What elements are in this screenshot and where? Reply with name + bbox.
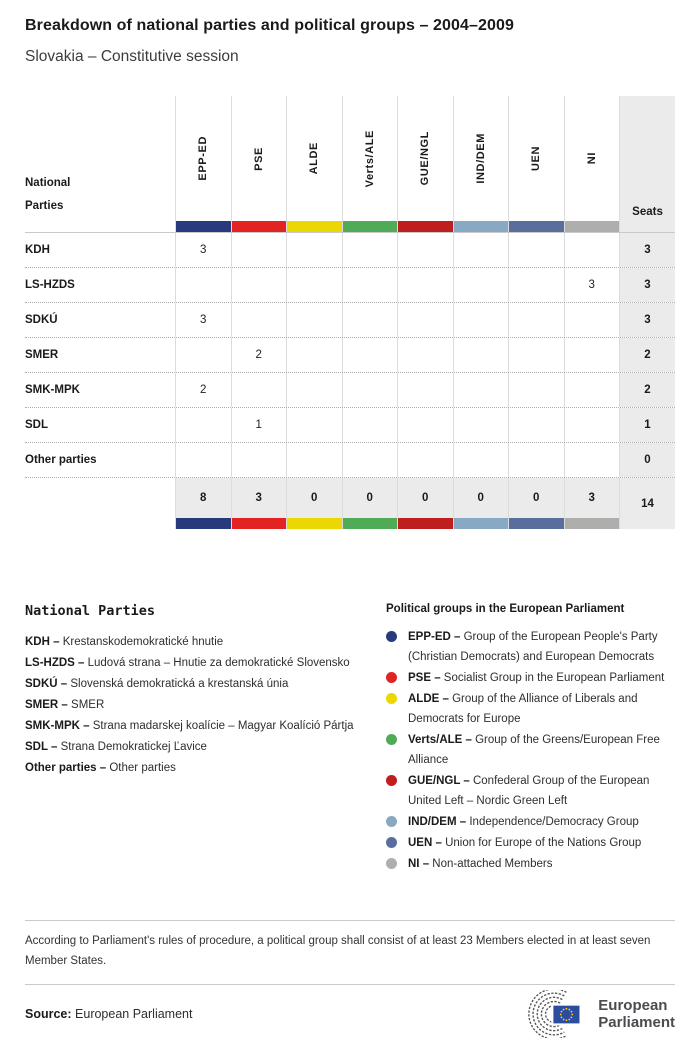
value-cell: 2 — [175, 373, 231, 407]
total-cell — [175, 478, 231, 529]
value-cell — [453, 408, 509, 442]
group-legend-item: EPP-ED – Group of the European People's Party (Christian Democrats) and European Democrats — [386, 627, 675, 667]
party-legend-item: SDL – Strana Demokratickej Ľavice — [25, 741, 207, 753]
value-cell — [397, 338, 453, 372]
eu-star — [566, 1019, 568, 1021]
group-legend-label: IND/DEM – — [408, 816, 467, 828]
group-name: EPP-ED — [197, 136, 210, 181]
group-column-header — [453, 96, 509, 232]
group-legend-label: NI – — [408, 858, 430, 870]
group-color-bar — [398, 221, 453, 232]
group-name: UEN — [530, 145, 543, 172]
value-cell — [564, 233, 620, 267]
group-column-header — [564, 96, 620, 232]
value-cell — [453, 338, 509, 372]
group-color-bar — [232, 518, 287, 529]
value-cell — [231, 443, 287, 477]
footer — [25, 990, 675, 1038]
value-cell — [397, 443, 453, 477]
eu-star — [569, 1019, 571, 1021]
political-groups-legend-items — [386, 627, 675, 874]
group-color-dot — [386, 693, 397, 704]
value-cell — [397, 408, 453, 442]
national-parties-legend-items — [25, 632, 386, 779]
group-name: PSE — [252, 146, 265, 171]
party-legend-item: SMER – SMER — [25, 699, 105, 711]
value-cell — [564, 443, 620, 477]
group-color-bar — [176, 518, 231, 529]
group-legend-label: UEN – — [408, 837, 442, 849]
total-value: 0 — [454, 478, 509, 518]
group-column-header — [397, 96, 453, 232]
group-name: GUE/NGL — [419, 131, 432, 186]
value-cell — [508, 233, 564, 267]
seats-cell: 2 — [619, 338, 675, 372]
group-color-bar — [176, 221, 231, 232]
total-cell — [564, 478, 620, 529]
party-row-label: LS-HZDS — [25, 279, 75, 291]
total-seats-cell: 14 — [619, 478, 675, 529]
value-cell — [286, 268, 342, 302]
party-legend-label: SDKÚ – — [25, 678, 68, 690]
party-legend-label: SMER – — [25, 699, 68, 711]
source-line — [25, 1007, 192, 1021]
value-cell — [564, 303, 620, 337]
value-cell — [342, 408, 398, 442]
group-color-dot — [386, 816, 397, 827]
group-legend-item: IND/DEM – Independence/Democracy Group — [386, 812, 675, 832]
value-cell — [397, 373, 453, 407]
total-cell — [286, 478, 342, 529]
party-legend-item: SMK-MPK – Strana madarskej koalície – Magyar Koalíció Pártja — [25, 720, 354, 732]
group-column-header — [175, 96, 231, 232]
party-row-label: Other parties — [25, 454, 97, 466]
hemicycle-eu-flag-icon — [523, 990, 589, 1038]
table-row — [25, 232, 675, 267]
party-row-label: KDH — [25, 244, 50, 256]
value-cell — [508, 443, 564, 477]
group-column-header — [342, 96, 398, 232]
value-cell: 3 — [175, 233, 231, 267]
value-cell — [286, 303, 342, 337]
row-header-label — [25, 96, 175, 232]
row-header-line: Parties — [25, 200, 64, 212]
national-parties-legend — [25, 603, 386, 875]
value-cell — [453, 443, 509, 477]
value-cell — [175, 443, 231, 477]
eu-star — [566, 1008, 568, 1010]
value-cell — [175, 268, 231, 302]
eu-star — [569, 1009, 571, 1011]
value-cell — [564, 408, 620, 442]
group-name: NI — [585, 152, 598, 165]
value-cell — [342, 268, 398, 302]
value-cell — [286, 443, 342, 477]
group-color-dot — [386, 775, 397, 786]
party-row-label: SDL — [25, 419, 48, 431]
value-cell — [231, 373, 287, 407]
value-cell — [508, 408, 564, 442]
total-value: 8 — [176, 478, 231, 518]
table-row — [25, 442, 675, 477]
total-value: 0 — [509, 478, 564, 518]
value-cell — [453, 268, 509, 302]
legends-section — [25, 603, 675, 875]
eu-flag — [553, 1005, 581, 1025]
group-color-dot — [386, 672, 397, 683]
party-legend-item: KDH – Krestanskodemokratické hnutie — [25, 636, 224, 648]
value-cell — [342, 443, 398, 477]
seats-cell: 2 — [619, 373, 675, 407]
value-cell: 1 — [231, 408, 287, 442]
value-cell — [397, 268, 453, 302]
group-column-header — [286, 96, 342, 232]
table-row — [25, 267, 675, 302]
value-cell — [286, 408, 342, 442]
value-cell — [231, 268, 287, 302]
eu-star — [561, 1017, 563, 1019]
value-cell: 2 — [231, 338, 287, 372]
total-value: 3 — [232, 478, 287, 518]
value-cell — [175, 408, 231, 442]
group-legend-item: Verts/ALE – Group of the Greens/European Free Alliance — [386, 730, 675, 770]
value-cell — [342, 373, 398, 407]
group-color-bar — [509, 221, 564, 232]
group-color-dot — [386, 858, 397, 869]
group-column-header — [231, 96, 287, 232]
table-row — [25, 302, 675, 337]
page-subtitle: Slovakia – Constitutive session — [25, 48, 239, 65]
group-legend-item: NI – Non-attached Members — [386, 854, 675, 874]
group-name: Verts/ALE — [363, 129, 376, 188]
total-value: 3 — [565, 478, 620, 518]
group-legend-item: GUE/NGL – Confederal Group of the European United Left – Nordic Green Left — [386, 771, 675, 811]
divider-line — [25, 920, 675, 921]
value-cell — [453, 373, 509, 407]
value-cell — [286, 233, 342, 267]
eu-star — [571, 1011, 573, 1013]
total-cell — [231, 478, 287, 529]
group-legend-item: PSE – Socialist Group in the European Parliament — [386, 668, 675, 688]
group-color-dot — [386, 631, 397, 642]
logo-line2: Parliament — [598, 1014, 675, 1031]
seats-cell: 0 — [619, 443, 675, 477]
table-row — [25, 337, 675, 372]
group-color-bar — [343, 518, 398, 529]
eu-star — [560, 1014, 562, 1016]
party-legend-item: LS-HZDS – Ludová strana – Hnutie za demokratické Slovensko — [25, 657, 350, 669]
value-cell — [453, 303, 509, 337]
value-cell — [231, 303, 287, 337]
group-legend-label: ALDE – — [408, 693, 449, 705]
political-groups-legend — [386, 603, 675, 875]
group-legend-label: EPP-ED – — [408, 631, 461, 643]
party-legend-label: LS-HZDS – — [25, 657, 85, 669]
seats-cell: 3 — [619, 268, 675, 302]
group-legend-label: Verts/ALE – — [408, 734, 472, 746]
seats-cell: 3 — [619, 303, 675, 337]
eu-star — [572, 1014, 574, 1016]
seats-cell: 1 — [619, 408, 675, 442]
page — [25, 0, 675, 1038]
footnote: According to Parliament's rules of procedure, a political group shall consist of at least 23 Members elected in at least seven Member States. — [25, 935, 651, 967]
party-legend-item: SDKÚ – Slovenská demokratická a krestanská únia — [25, 678, 289, 690]
group-color-bar — [398, 518, 453, 529]
party-legend-label: KDH – — [25, 636, 60, 648]
party-row-label: SMK-MPK — [25, 384, 80, 396]
group-color-bar — [454, 221, 509, 232]
eu-star — [561, 1011, 563, 1013]
party-legend-item: Other parties – Other parties — [25, 762, 176, 774]
value-cell — [286, 373, 342, 407]
party-legend-label: SMK-MPK – — [25, 720, 90, 732]
value-cell — [508, 268, 564, 302]
table-header-row — [25, 96, 675, 232]
value-cell — [342, 338, 398, 372]
table-totals-row — [25, 477, 675, 529]
totals-empty-cell — [25, 478, 175, 529]
source-label: Source: — [25, 1007, 72, 1021]
value-cell — [175, 338, 231, 372]
value-cell — [397, 303, 453, 337]
page-title: Breakdown of national parties and political groups – 2004–2009 — [25, 17, 515, 34]
group-legend-label: GUE/NGL – — [408, 775, 470, 787]
value-cell — [286, 338, 342, 372]
party-legend-label: SDL – — [25, 741, 58, 753]
table-row — [25, 372, 675, 407]
logo-line1: European — [598, 997, 668, 1014]
value-cell — [231, 233, 287, 267]
group-column-header — [508, 96, 564, 232]
political-groups-legend-heading: Political groups in the European Parliament — [386, 603, 625, 615]
group-color-dot — [386, 837, 397, 848]
value-cell — [342, 303, 398, 337]
total-value: 0 — [343, 478, 398, 518]
eu-star — [563, 1019, 565, 1021]
seats-column-header: Seats — [619, 96, 675, 232]
group-color-bar — [287, 221, 342, 232]
value-cell — [397, 233, 453, 267]
european-parliament-logo — [523, 990, 675, 1038]
group-color-dot — [386, 734, 397, 745]
total-cell — [397, 478, 453, 529]
group-color-bar — [287, 518, 342, 529]
group-name: IND/DEM — [474, 133, 487, 184]
group-color-bar — [509, 518, 564, 529]
eu-star — [571, 1017, 573, 1019]
group-color-bar — [565, 518, 620, 529]
total-cell — [508, 478, 564, 529]
total-value: 0 — [287, 478, 342, 518]
row-header-line: National — [25, 177, 71, 189]
table-row — [25, 407, 675, 442]
divider-line — [25, 984, 675, 985]
total-value: 0 — [398, 478, 453, 518]
value-cell: 3 — [175, 303, 231, 337]
total-cell — [342, 478, 398, 529]
value-cell — [564, 373, 620, 407]
value-cell — [564, 338, 620, 372]
eu-star — [563, 1009, 565, 1011]
national-parties-legend-heading: National Parties — [25, 603, 156, 619]
total-cell — [453, 478, 509, 529]
group-color-bar — [454, 518, 509, 529]
seats-cell: 3 — [619, 233, 675, 267]
value-cell: 3 — [564, 268, 620, 302]
party-row-label: SDKÚ — [25, 314, 58, 326]
group-legend-item: UEN – Union for Europe of the Nations Group — [386, 833, 675, 853]
value-cell — [508, 303, 564, 337]
group-legend-item: ALDE – Group of the Alliance of Liberals and Democrats for Europe — [386, 689, 675, 729]
parties-table — [25, 96, 675, 529]
value-cell — [342, 233, 398, 267]
value-cell — [508, 373, 564, 407]
value-cell — [508, 338, 564, 372]
group-color-bar — [232, 221, 287, 232]
group-color-bar — [343, 221, 398, 232]
party-row-label: SMER — [25, 349, 59, 361]
value-cell — [453, 233, 509, 267]
logo-text — [598, 997, 675, 1031]
group-color-bar — [565, 221, 620, 232]
group-name: ALDE — [308, 142, 321, 175]
party-legend-label: Other parties – — [25, 762, 107, 774]
group-legend-label: PSE – — [408, 672, 441, 684]
source-text: European Parliament — [75, 1007, 193, 1021]
